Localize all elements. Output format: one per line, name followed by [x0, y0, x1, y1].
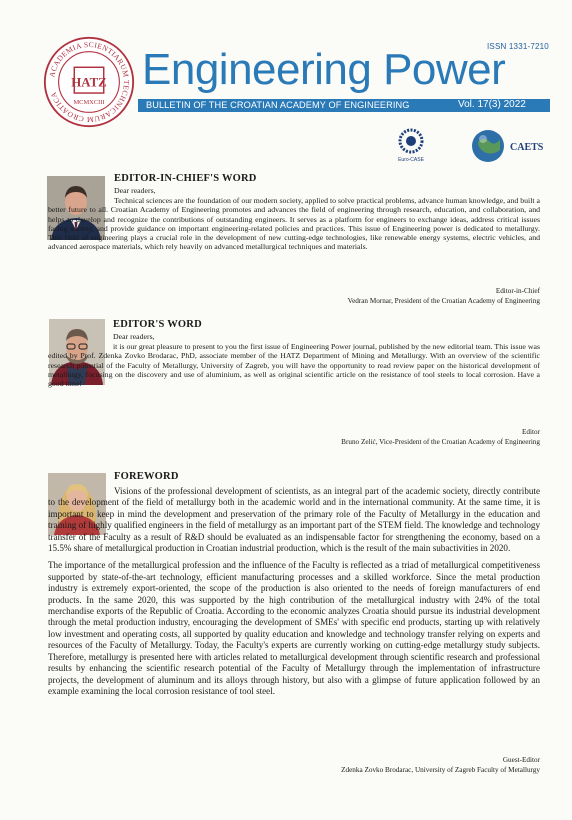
caets-logo	[470, 128, 550, 164]
editor-in-chief-signature: Vedran Mornar, President of the Croatian Academy of Engineering	[347, 297, 540, 305]
volume-label: Vol. 17(3) 2022	[458, 99, 526, 110]
seal-ring-text: ACADEMIA SCIENTIARUM TECHNICARUM CROATICA	[47, 39, 131, 125]
editor-signature: Bruno Zelić, Vice-President of the Croatian Academy of Engineering	[341, 438, 540, 446]
seal-year: MCMXCIII	[73, 99, 105, 107]
editor-greeting: Dear readers,	[113, 332, 155, 341]
foreword-text	[48, 486, 540, 697]
foreword-heading: FOREWORD	[114, 471, 179, 482]
eurocase-logo	[398, 128, 424, 164]
seal-monogram: HATZ	[71, 75, 107, 90]
foreword-paragraph-2: The importance of the metallurgical profession and the influence of the Faculty is reflected as a triad of metallurgical competitiveness supported by state-of-the-art technology, efficient manufacturing processes and a skilled workforce. Since the metal production industry is extremely export-oriented, the scope of the production is also oriented to the needs of foreign manufacturers of end products. In the same 2020, this was supported by the high contribution of the metallurgical industry with 24% of the total merchandise exports of the Republic of Croatia. According to the economic analyzes Croatia should pursue its industrial development through the metal production industry, encouraging the development of SMEs' with specific end products, starting up with relatively low investment and operating costs, all supported by quality education and knowledge and technology transfer relying on experts and resources of the Faculty of Metallurgy. Today, the Faculty's experts are currently working on cutting-edge metallurgy study subjects. Therefore, metallurgy is presented here with articles related to metallurgical development through scientific research and professional results by enhancing the scientific research potential of the Faculty of Metallurgy through the implementation of infrastructure projects, the development of aluminum and its alloys through history, but also with a glimpse of future application followed by an example examining the local corrosion resistance of tool steel.	[48, 560, 540, 696]
bulletin-subtitle: BULLETIN OF THE CROATIAN ACADEMY OF ENGINEERING	[146, 100, 410, 110]
editor-in-chief-role: Editor-in-Chief	[495, 287, 540, 295]
editor-in-chief-greeting: Dear readers,	[114, 186, 156, 195]
foreword-paragraph-1: Visions of the professional development of scientists, as an integral part of the academic society, directly contribute to the development of the field of metallurgy both in the academic world and in the international community. At the same time, it is important to keep in mind the development and preservation of the primary role of the Faculty of Metallurgy in the education and training of highly qualified engineers in the field of metallurgy as an important part of the STEM field. The knowledge and technology transfer of the Faculty as a result of R&D should be evaluated as an indispensable factor for strengthening the economy, based on a 15.5% share of metallurgical production in Croatian industrial production, which is the result of the main subactivities in 2020.	[48, 486, 540, 554]
editor-role: Editor	[522, 428, 540, 436]
caets-label: CAETS	[510, 142, 544, 153]
editor-in-chief-text: Technical sciences are the foundation of our modern society, applied to solve practical problems, advance human knowledge, and built a better future to all. Croatian Academy of Engineering promotes and advances the field of engineering through research, education, and collaboration, and helps to develop and recognize the contributions of outstanding engineers. It serves as a platform for engineers to exchange ideas, address critical issues facing society, and provide guidance on important engineering-related policies and practices. This issue of Engineering power is dedicated to metallurgy. This field of engineering plays a crucial role in the development of new cutting-edge technologies, like renewable energy systems, electric vehicles, and advanced aerospace materials, which rely heavily on advanced metallurgical techniques and materials.	[48, 196, 540, 252]
eurocase-label: Euro-CASE	[398, 157, 424, 163]
editor-heading: EDITOR'S WORD	[113, 319, 202, 330]
journal-title: Engineering Power	[142, 45, 506, 94]
foreword-role: Guest-Editor	[502, 756, 540, 764]
academy-seal-logo	[43, 36, 135, 128]
editor-in-chief-heading: EDITOR-IN-CHIEF'S WORD	[114, 173, 257, 184]
editor-text: it is our great pleasure to present to you the first issue of Engineering Power journal, published by the new editorial team. This issue was edited by Prof. Zdenka Zovko Brodarac, PhD, associate member of the HATZ Department of Mining and Metallurgy. With an overview of the scientific research potential of the Faculty of Metallurgy, University of Zagreb, you will have the opportunity to read review paper on the historical development of metallurgy, focusing on the discovery and use of aluminium, as well as original scientific article on the resistance of tool steels to local corrosion. Have a good time!	[48, 342, 540, 389]
foreword-signature: Zdenka Zovko Brodarac, University of Zagreb Faculty of Metallurgy	[341, 766, 540, 774]
issn-number: ISSN 1331-7210	[487, 42, 549, 51]
